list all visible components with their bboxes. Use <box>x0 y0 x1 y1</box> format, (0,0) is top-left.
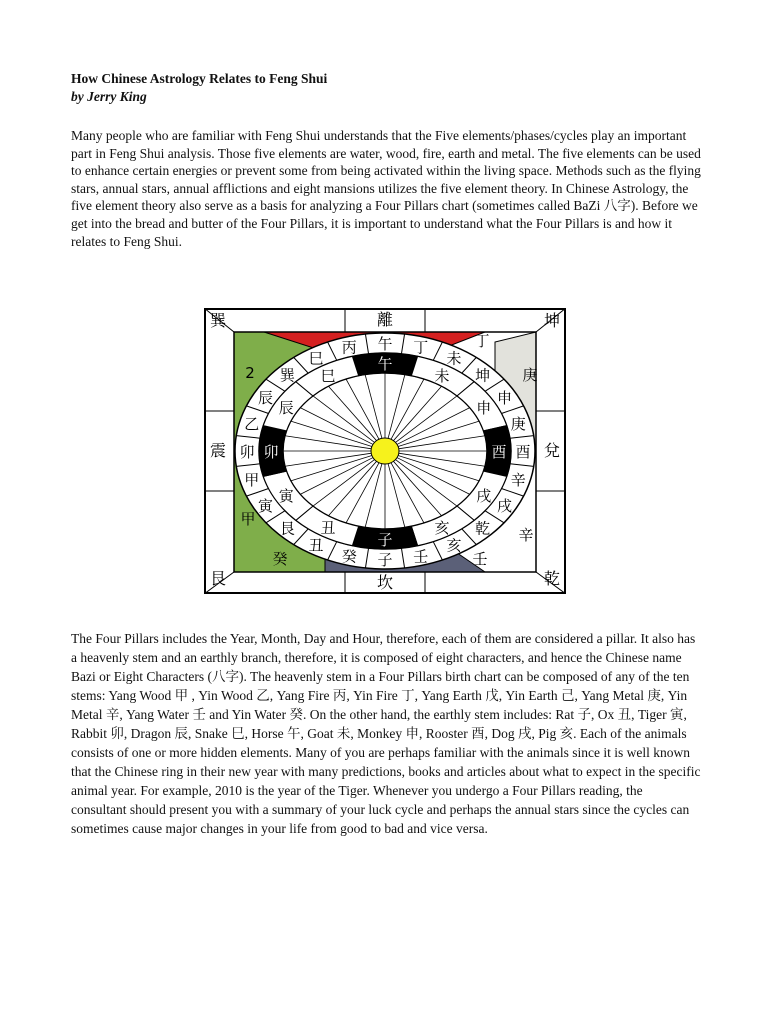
center-disc <box>371 438 399 464</box>
inner-ring-label: 申 <box>476 399 492 417</box>
inner-ring-label: 寅 <box>278 487 294 505</box>
outer-ring-label: 寅 <box>257 497 273 515</box>
outer-ring-label: 丙 <box>341 338 357 357</box>
paragraph-intro: Many people who are familiar with Feng Shui understands that the Five elements/phases/cycles play an important part in Feng Shui analysis. Those five elements are water, wood, fire, earth and metal. The five elements can be used to enhance certain energies or prevent some from being activated within the living space. Methods such as the flying stars, annual stars, annual afflictions and eight mansions utilizes the five element theory. In Chinese Astrology, the five element theory also serve as a basis for analyzing a Four Pillars chart (sometimes called BaZi 八字). Before we get into the bread and butter of the Four Pillars, it is important to understand what the Four Pillars is and how it relates to Feng Shui. <box>71 128 701 249</box>
trigram-label-left: 震 <box>209 441 227 460</box>
trigram-label-top: 離 <box>376 310 394 329</box>
outer-ring-label: 午 <box>377 335 393 353</box>
outer-ring-label: 丑 <box>308 536 324 555</box>
corner-label-bottom-right: 辛 <box>518 526 534 544</box>
paragraph-four-pillars: The Four Pillars includes the Year, Month, Day and Hour, therefore, each of them are considered a pillar. It also has a heavenly stem and an earthly branch, therefore, it is composed of eight characters, and hence the Chinese name Bazi or Eight Characters (八字). The heavenly stem in a Four Pillars birth chart can be composed of any of the ten stems: Yang Wood 甲 , Yin Wood 乙, Yang Fire 丙, Yin Fire 丁, Yang Earth 戊, Yin Earth 己, Yang Metal 庚, Yin Metal 辛, Yang Water 壬 and Yin Water 癸. On the other hand, the earthly stem includes: Rat 子, Ox 丑, Tiger 寅, Rabbit 卯, Dragon 辰, Snake 巳, Horse 午, Goat 未, Monkey 申, Rooster 酉, Dog 戌, Pig 亥. Each of the animals consists of one or more hidden elements. Many of you are perhaps familiar with the animals since it is well known that the Chinese ring in their new year with many predictions, books and articles about what to expect in the specific animal year. For example, 2010 is the year of the Tiger. Whenever you undergo a Four Pillars reading, the consultant should present you with a summary of your luck cycle and perhaps the annual stars since the cycles can sometimes cause major changes in your life from good to bad and vice versa. <box>71 631 701 836</box>
trigram-label-bottom-left: 艮 <box>209 569 227 588</box>
corner-label-top-left: 2 <box>245 364 255 382</box>
trigram-label-top-left: 巽 <box>209 311 227 330</box>
corner-label-bottom-right2: 壬 <box>472 550 488 568</box>
outer-ring-label: 癸 <box>341 547 357 566</box>
outer-ring-label: 艮 <box>279 519 295 538</box>
outer-ring-label: 巽 <box>279 366 295 385</box>
inner-ring-label: 卯 <box>263 443 279 461</box>
inner-ring-label: 辰 <box>278 399 294 417</box>
corner-label-top-right: 丁 <box>474 332 490 350</box>
outer-ring-label: 亥 <box>446 536 462 555</box>
inner-ring-label: 未 <box>434 366 450 385</box>
document-body <box>71 70 701 250</box>
inner-ring-label: 午 <box>377 355 393 373</box>
outer-ring-label: 辛 <box>510 470 526 489</box>
inner-ring-label: 亥 <box>434 519 450 538</box>
outer-ring-label: 壬 <box>413 547 429 566</box>
outer-ring-label: 未 <box>446 349 462 368</box>
outer-ring-label: 乾 <box>475 519 491 538</box>
document-body-2 <box>71 629 701 838</box>
trigram-label-bottom: 坎 <box>376 573 394 592</box>
corner-label-right: 庚 <box>522 366 538 384</box>
outer-ring-label: 庚 <box>510 415 526 434</box>
inner-ring-label: 子 <box>377 531 393 549</box>
trigram-label-bottom-right: 乾 <box>543 569 561 588</box>
outer-ring-label: 甲 <box>244 470 260 489</box>
trigram-label-top-right: 坤 <box>543 311 561 330</box>
outer-ring-label: 丁 <box>413 338 429 357</box>
corner-label-bottom-left2: 癸 <box>272 550 288 568</box>
corner-label-bottom-left: 甲 <box>240 510 256 528</box>
inner-ring-label: 丑 <box>320 519 336 538</box>
outer-ring-label: 戌 <box>497 497 513 515</box>
inner-ring-label: 巳 <box>320 366 336 385</box>
outer-ring-label: 辰 <box>257 389 273 407</box>
compass-diagram <box>204 308 566 594</box>
outer-ring-label: 巳 <box>308 349 324 368</box>
outer-ring-label: 申 <box>497 389 513 407</box>
outer-ring-label: 乙 <box>244 415 260 434</box>
outer-ring-label: 卯 <box>239 443 255 461</box>
inner-ring-label: 戌 <box>476 487 492 505</box>
outer-ring-label: 坤 <box>475 366 491 385</box>
four-pillars-compass-figure <box>204 308 566 594</box>
inner-ring-label: 酉 <box>491 443 507 461</box>
outer-ring-label: 酉 <box>515 443 531 461</box>
trigram-label-right: 兌 <box>543 441 561 460</box>
outer-ring-label: 子 <box>377 551 393 569</box>
document-title: How Chinese Astrology Relates to Feng Shui <box>71 71 328 86</box>
document-byline: by Jerry King <box>71 89 147 104</box>
